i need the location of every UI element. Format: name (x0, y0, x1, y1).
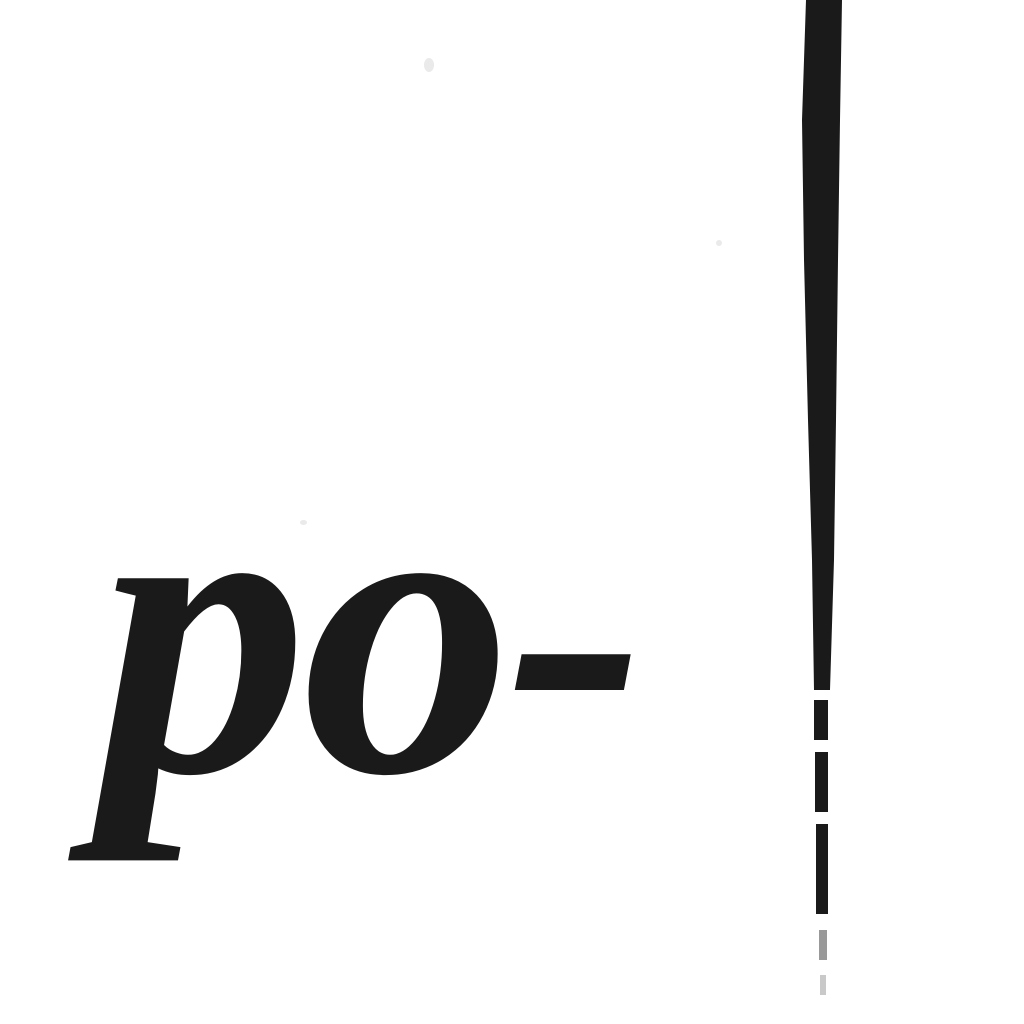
word-fragment-text: po- (98, 397, 640, 862)
